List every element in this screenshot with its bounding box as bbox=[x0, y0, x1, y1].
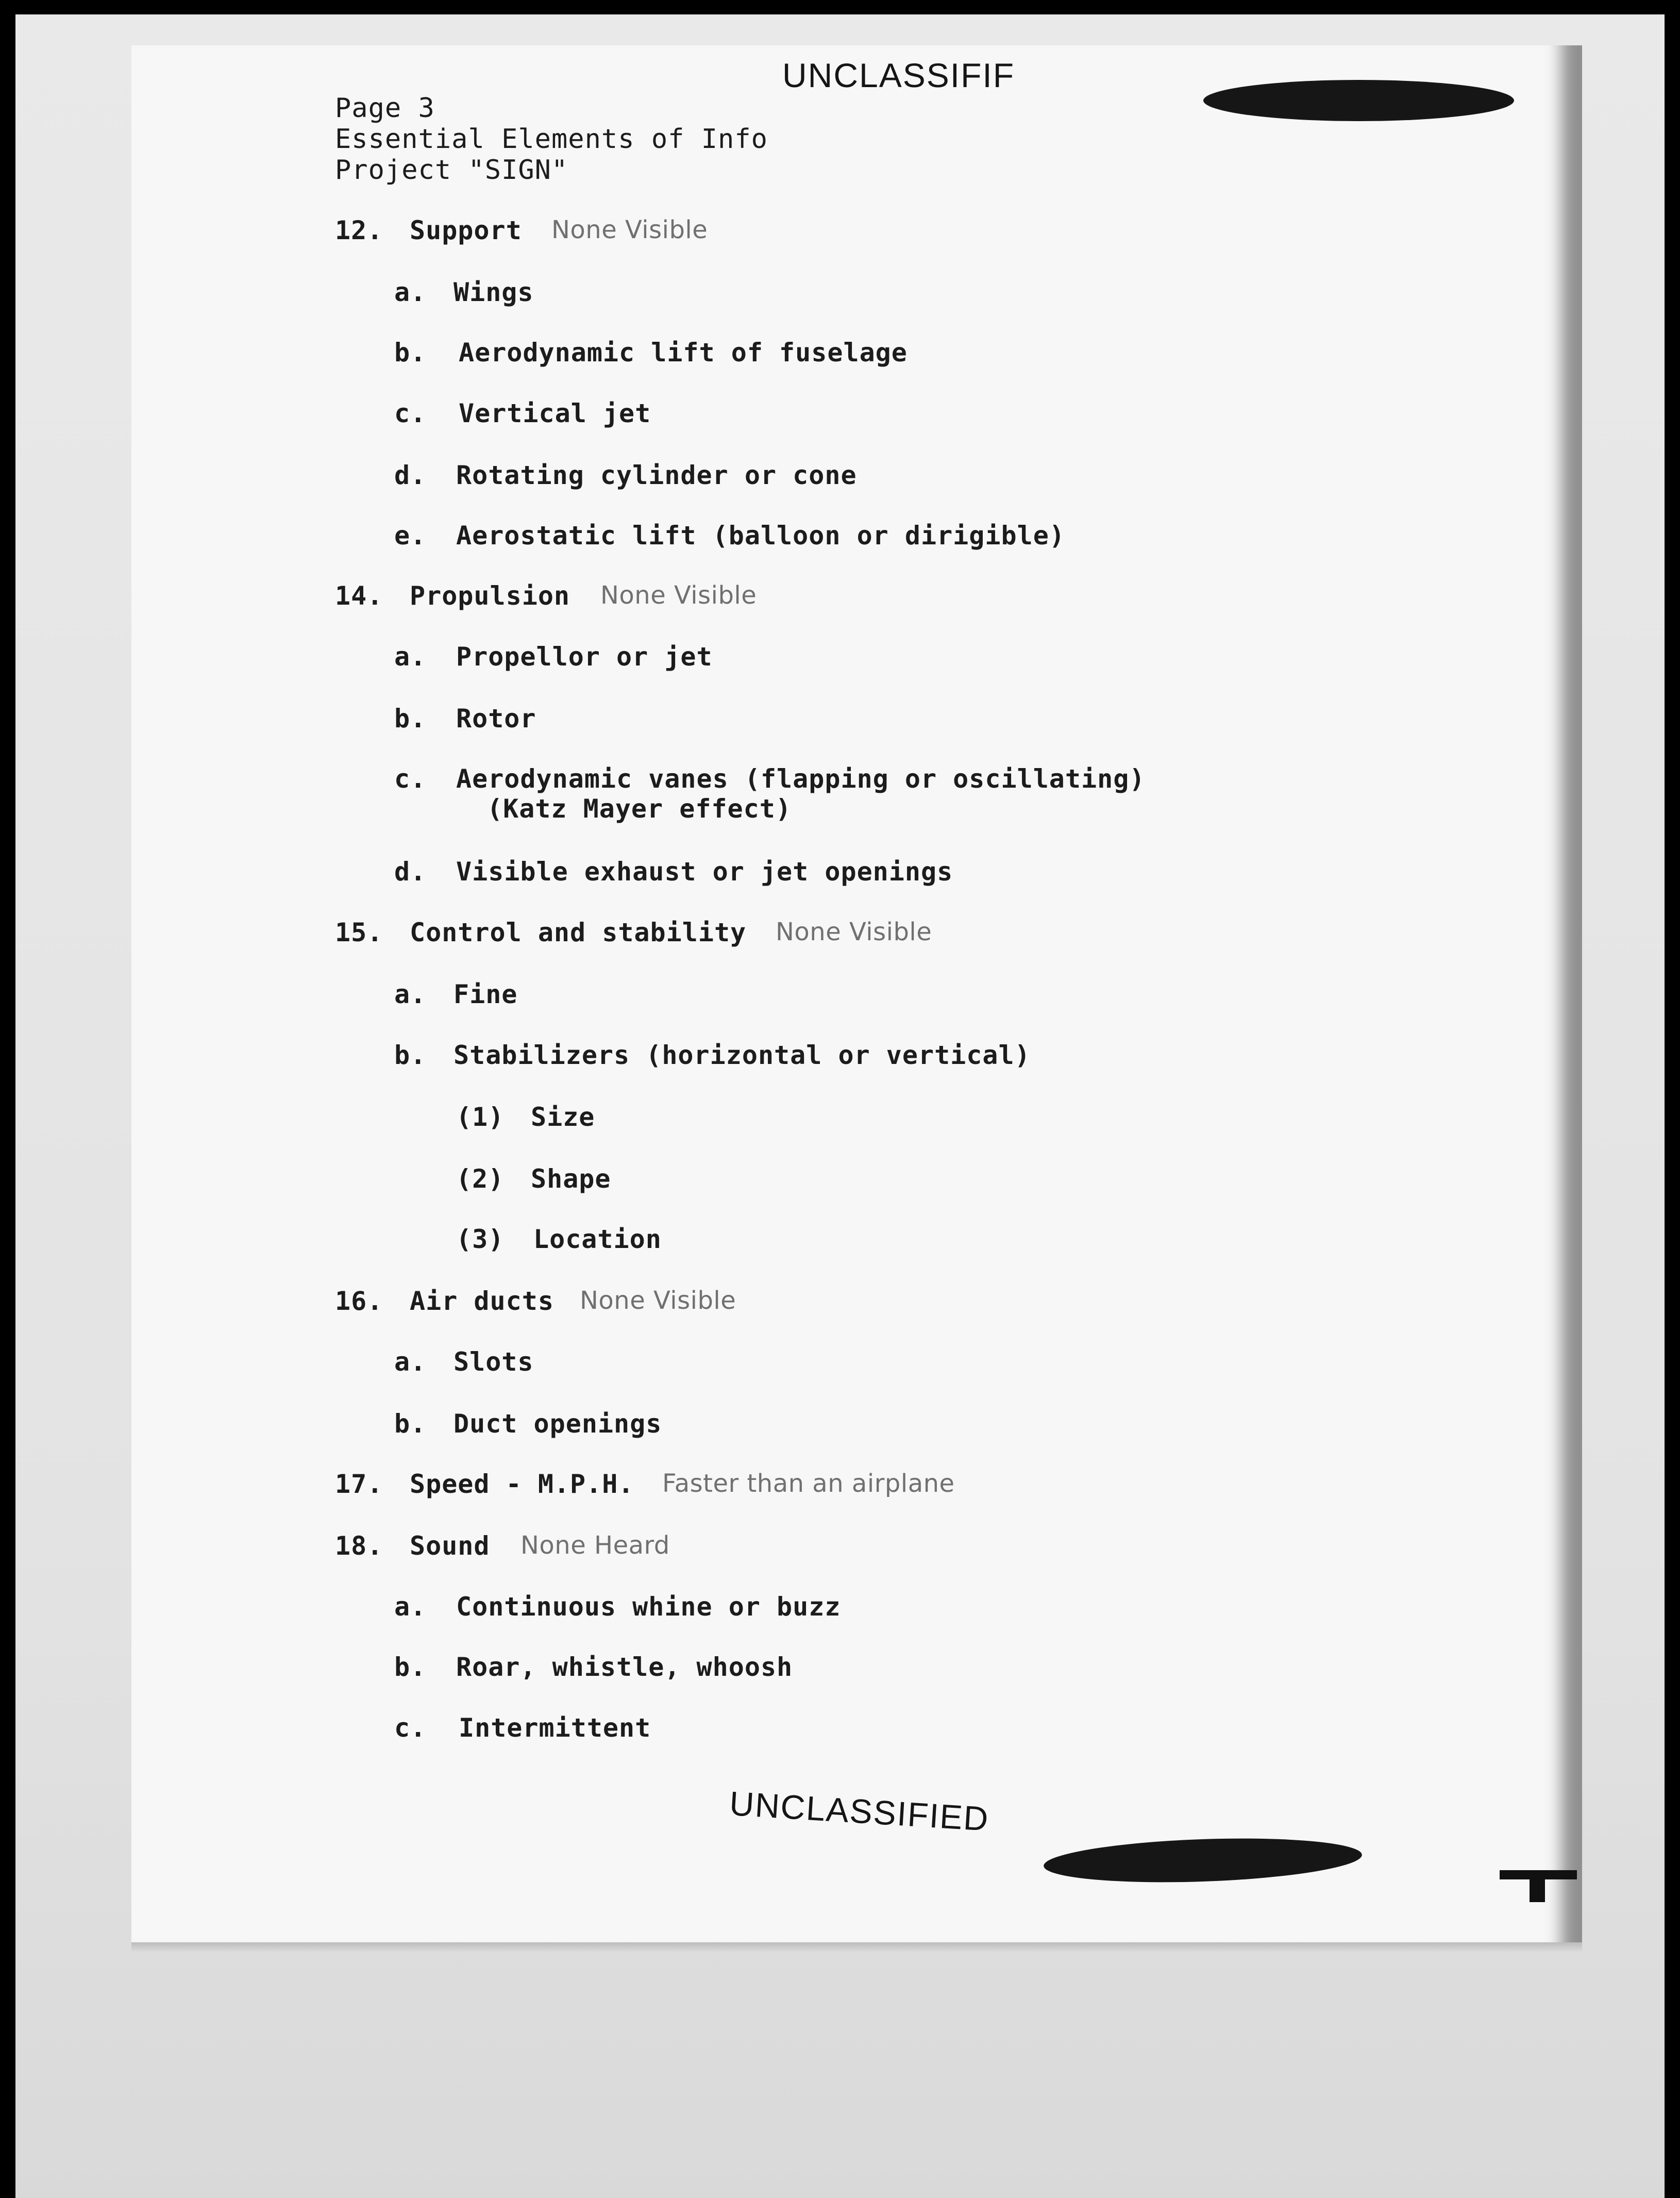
subitem-text: Location bbox=[533, 1224, 662, 1254]
item-text: Stabilizers (horizontal or vertical) bbox=[453, 1040, 1031, 1070]
item-letter: a. bbox=[394, 979, 427, 1009]
item-text: Visible exhaust or jet openings bbox=[456, 857, 953, 887]
section-18-note: None Heard bbox=[520, 1531, 670, 1560]
item-letter: a. bbox=[394, 277, 427, 307]
document-page bbox=[131, 45, 1582, 1942]
item-letter: d. bbox=[394, 460, 427, 490]
item-text: Roar, whistle, whoosh bbox=[456, 1652, 793, 1682]
item-letter: b. bbox=[394, 1652, 427, 1682]
item-letter: b. bbox=[394, 704, 427, 734]
section-12-note: None Visible bbox=[551, 215, 708, 244]
page-edge-shadow bbox=[131, 1942, 1582, 1953]
subitem-number: (2) bbox=[456, 1164, 505, 1194]
page-number: Page 3 bbox=[335, 93, 435, 124]
document-title: Essential Elements of Info bbox=[335, 124, 768, 155]
item-letter: c. bbox=[394, 398, 427, 428]
subitem-text: Size bbox=[531, 1102, 595, 1132]
item-text: Duct openings bbox=[453, 1409, 662, 1439]
item-text: Rotor bbox=[456, 704, 536, 734]
section-16-number: 16. bbox=[335, 1286, 383, 1316]
redaction-mark-top bbox=[1203, 80, 1514, 121]
subitem-number: (1) bbox=[456, 1102, 505, 1132]
section-12-label: Support bbox=[410, 215, 522, 245]
section-14-number: 14. bbox=[335, 581, 383, 611]
item-text: Wings bbox=[453, 277, 534, 307]
section-14-label: Propulsion bbox=[410, 581, 570, 611]
project-name: Project "SIGN" bbox=[335, 155, 568, 186]
classification-stamp-top: UNCLASSIFIF bbox=[782, 56, 1015, 94]
item-text: Aerodynamic vanes (flapping or oscillating) bbox=[456, 764, 1146, 794]
item-text: Slots bbox=[453, 1347, 534, 1377]
item-continuation: (Katz Mayer effect) bbox=[487, 794, 792, 824]
section-18-number: 18. bbox=[335, 1531, 383, 1561]
subitem-text: Shape bbox=[531, 1164, 611, 1194]
section-15-number: 15. bbox=[335, 918, 383, 947]
item-letter: c. bbox=[394, 764, 427, 794]
section-17-label: Speed - M.P.H. bbox=[410, 1469, 634, 1499]
section-18-label: Sound bbox=[410, 1531, 490, 1561]
classification-stamp-bottom: UNCLASSIFIED bbox=[728, 1784, 990, 1838]
item-letter: b. bbox=[394, 1409, 427, 1439]
section-17-note: Faster than an airplane bbox=[662, 1469, 955, 1498]
item-letter: b. bbox=[394, 338, 427, 368]
item-letter: d. bbox=[394, 857, 427, 887]
item-text: Aerodynamic lift of fuselage bbox=[459, 338, 908, 368]
item-letter: b. bbox=[394, 1040, 427, 1070]
section-15-note: None Visible bbox=[776, 918, 932, 946]
item-letter: a. bbox=[394, 1347, 427, 1377]
item-text: Propellor or jet bbox=[456, 642, 713, 672]
item-text: Rotating cylinder or cone bbox=[456, 460, 857, 490]
item-letter: e. bbox=[394, 521, 427, 551]
section-15-label: Control and stability bbox=[410, 918, 747, 947]
item-letter: a. bbox=[394, 642, 427, 672]
section-16-label: Air ducts bbox=[410, 1286, 554, 1316]
item-text: Vertical jet bbox=[459, 398, 651, 428]
section-14-note: None Visible bbox=[600, 581, 757, 610]
section-17-number: 17. bbox=[335, 1469, 383, 1499]
subitem-number: (3) bbox=[456, 1224, 505, 1254]
item-text: Continuous whine or buzz bbox=[456, 1592, 841, 1622]
item-letter: c. bbox=[394, 1713, 427, 1743]
section-16-note: None Visible bbox=[580, 1286, 736, 1315]
item-text: Aerostatic lift (balloon or dirigible) bbox=[456, 521, 1065, 551]
section-12-number: 12. bbox=[335, 215, 383, 245]
item-text: Fine bbox=[453, 979, 518, 1009]
corner-mark-stem bbox=[1530, 1870, 1545, 1902]
item-text: Intermittent bbox=[459, 1713, 651, 1743]
item-letter: a. bbox=[394, 1592, 427, 1622]
